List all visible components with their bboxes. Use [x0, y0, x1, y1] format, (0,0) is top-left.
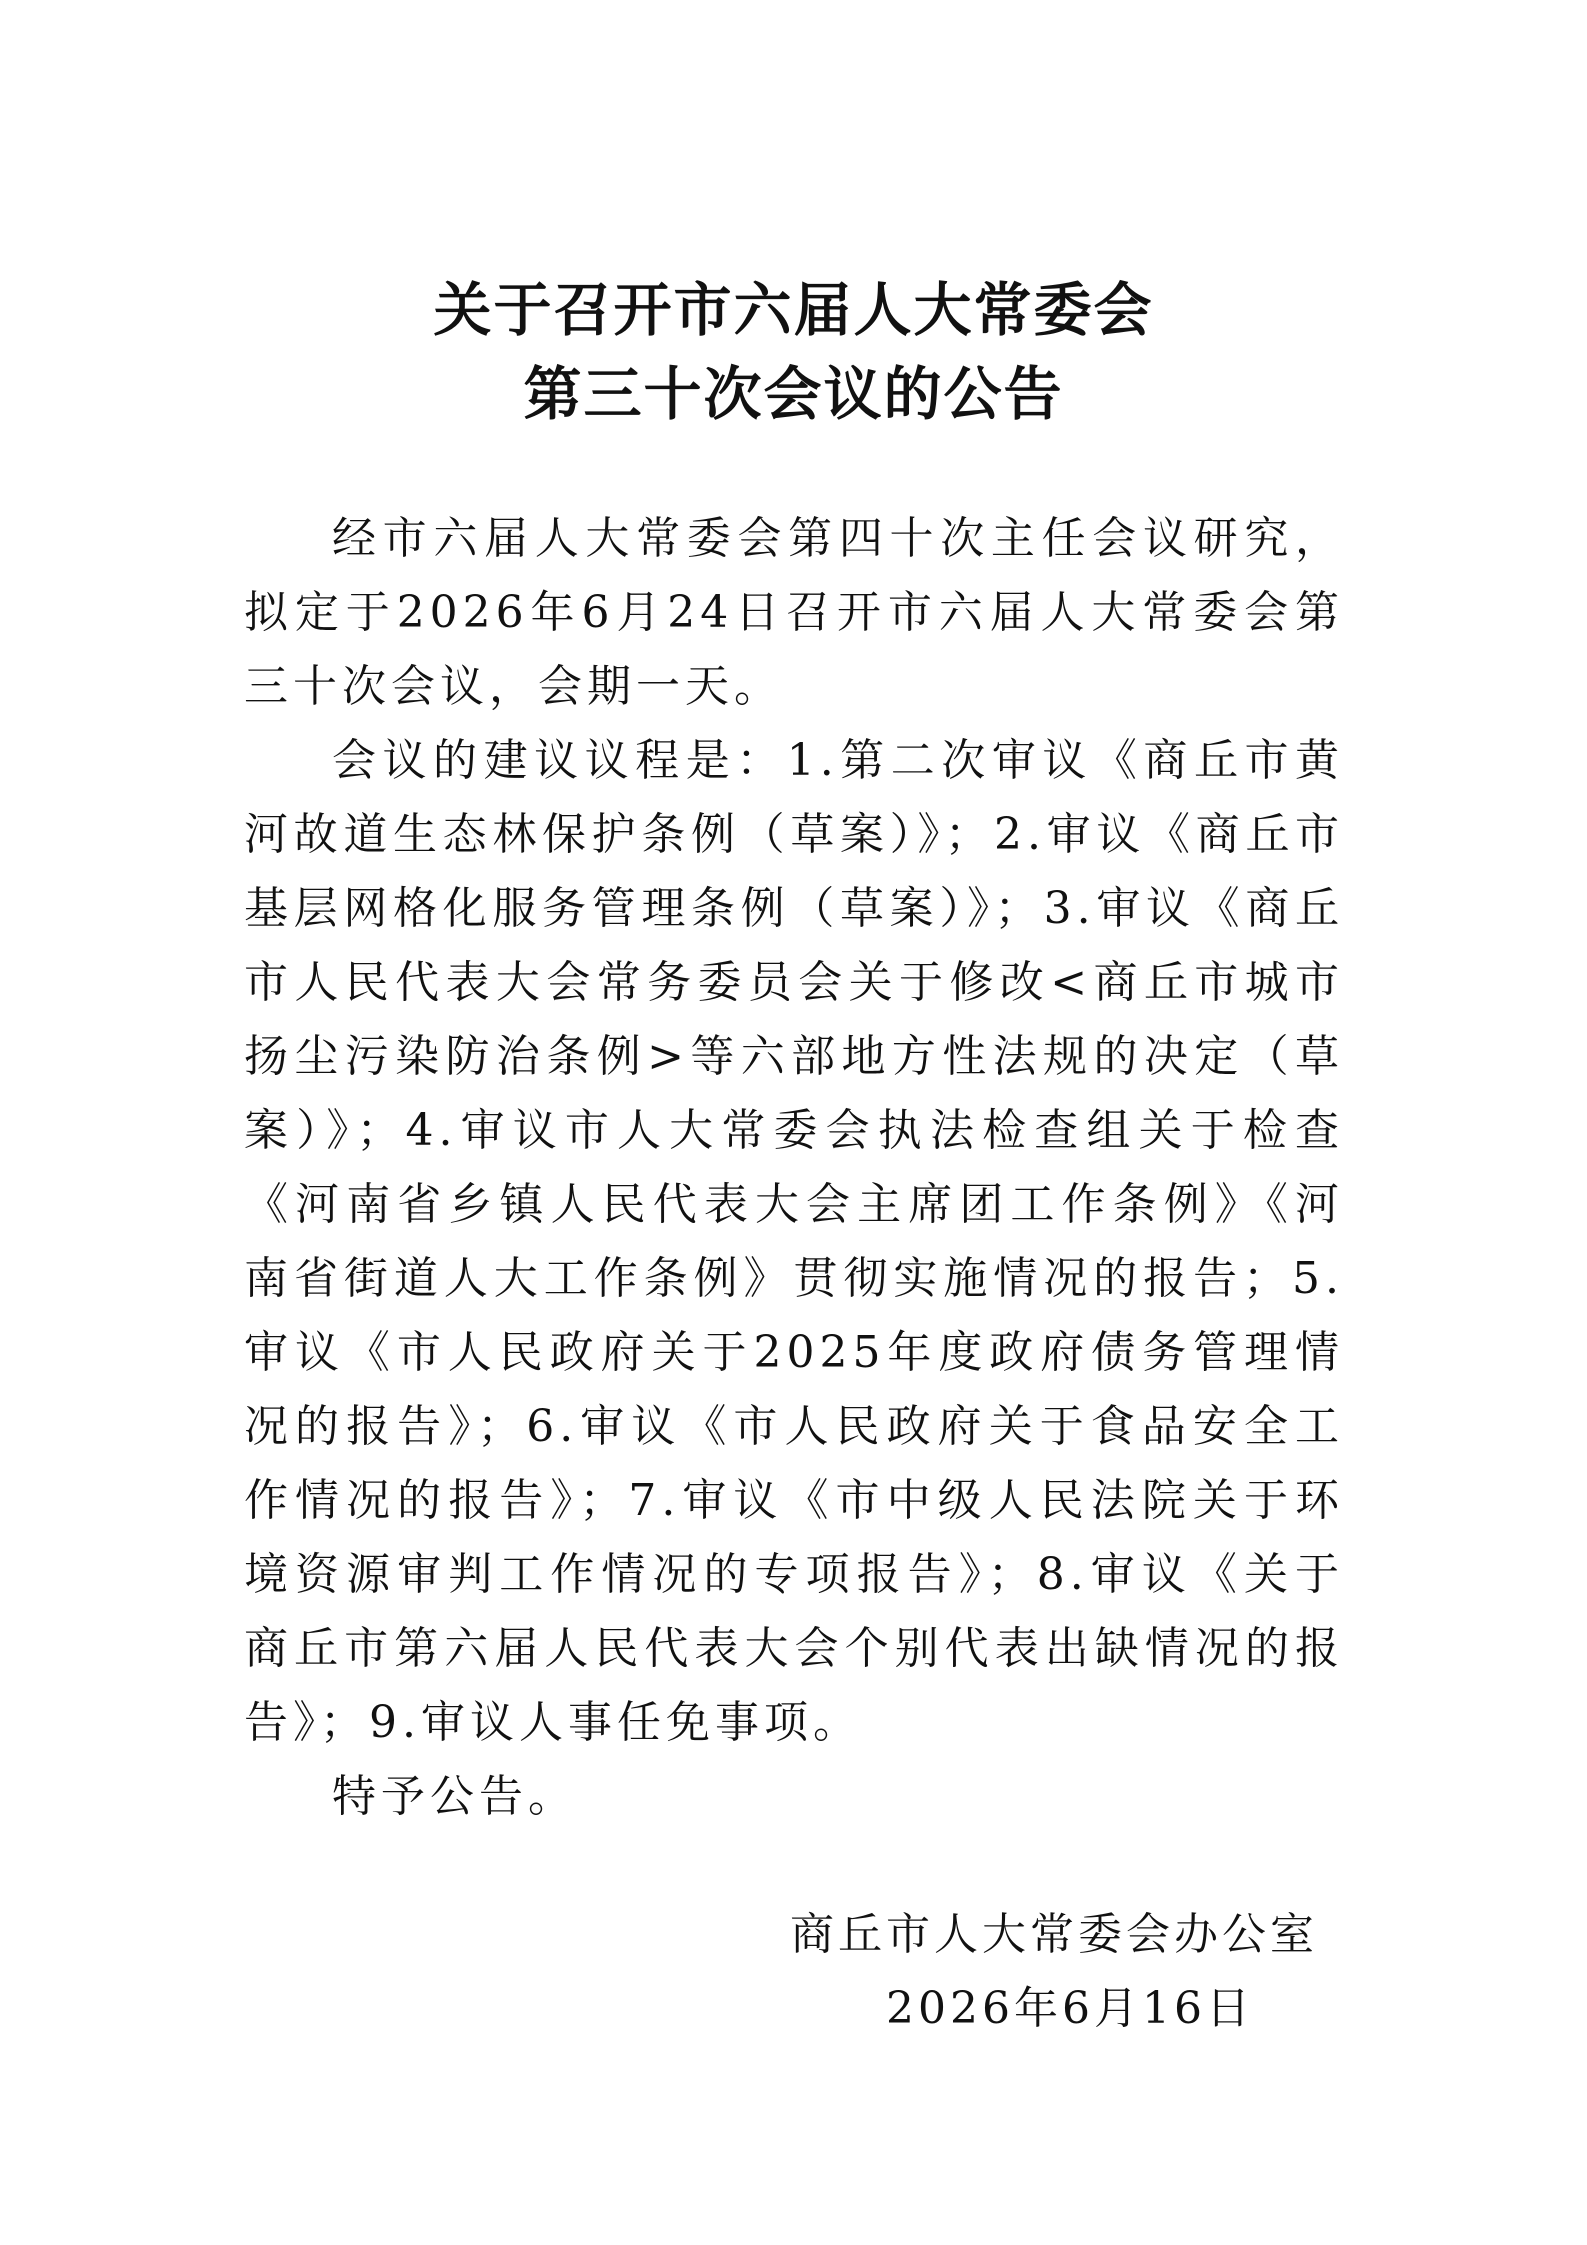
paragraph-agenda: 会议的建议议程是：1.第二次审议《商丘市黄河故道生态林保护条例（草案）》；2.审议《商丘市基层网格化服务管理条例（草案）》；3.审议《商丘市人民代表大会常务委员会关于修改<商丘市城市扬尘污染防治条例>等六部地方性法规的决定（草案）》；4.审议市人大常委会执法检查组关于检查《河南省乡镇人民代表大会主席团工作条例》《河南省街道人大工作条例》贯彻实施情况的报告；5.审议《市人民政府关于2025年度政府债务管理情况的报告》；6.审议《市人民政府关于食品安全工作情况的报告》；7.审议《市中级人民法院关于环境资源审判工作情况的专项报告》；8.审议《关于商丘市第六届人民代表大会个别代表出缺情况的报告》；9.审议人事任免事项。	[244, 735, 1344, 1748]
paragraph-meeting-notice: 经市六届人大常委会第四十次主任会议研究，拟定于2026年6月24日召开市六届人大常委会第三十次会议，会期一天。	[244, 513, 1344, 712]
signature-organization: 商丘市人大常委会办公室	[790, 1909, 1318, 1960]
document-title	[0, 268, 1587, 436]
signature-date: 2026年6月16日	[886, 1983, 1254, 2034]
document-body	[244, 502, 1344, 1834]
title-line-2: 第三十次会议的公告	[523, 360, 1064, 428]
signature-block	[790, 1898, 1390, 2046]
paragraph-closing: 特予公告。	[332, 1771, 577, 1822]
title-line-1: 关于召开市六届人大常委会	[433, 276, 1154, 344]
